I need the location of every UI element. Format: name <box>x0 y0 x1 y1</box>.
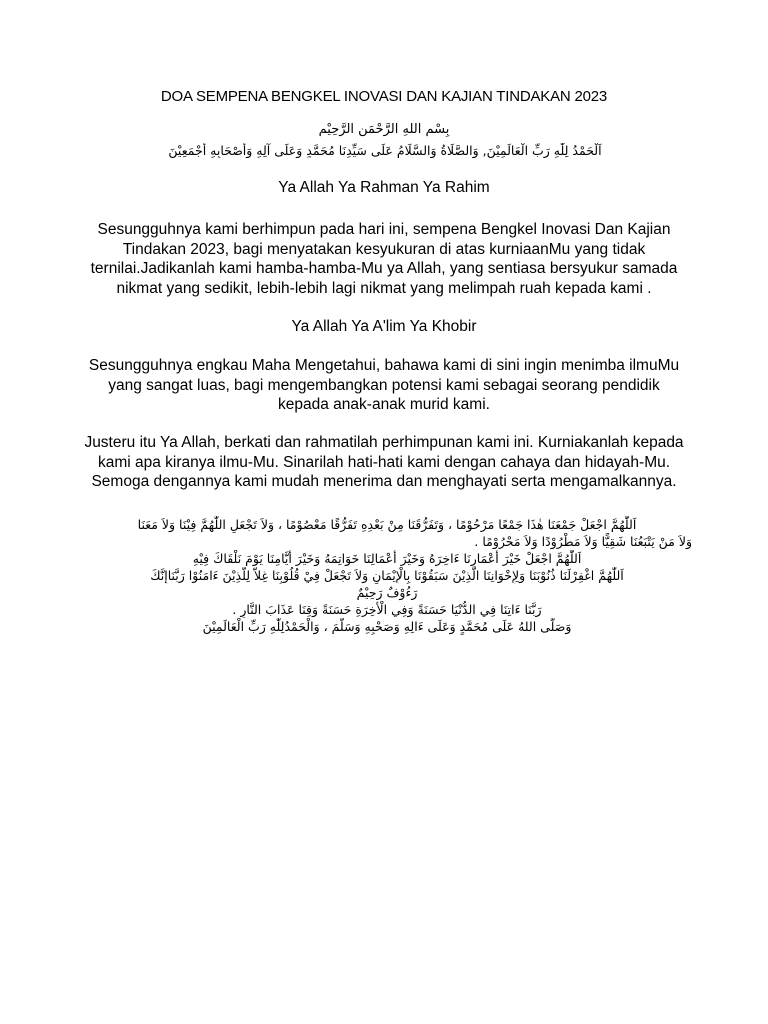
paragraph-gathering <box>84 220 684 298</box>
dua-line: اَللّٰهُمَّ اجْعَلْ جَمْعَنَا هٰذَا جَمْعًا مَرْحُوْمًا ، وَتَفَرُّقَنَا مِنْ بَعْدِهِ تَفَرُّقًا مَعْصُوْمًا ، وَلاَ تَجْعَلِ اللّٰهُمَّ فِيْنَا وَلاَ مَعَنَا <box>137 517 637 532</box>
arabic-dua-block <box>82 516 692 635</box>
event-name: Bengkel Inovasi Dan Kajian Tindakan 2023, <box>122 221 671 258</box>
heading-ya-rahman: Ya Allah Ya Rahman Ya Rahim <box>278 179 490 196</box>
hamdalah-text: اَلْحَمْدُ لِلّٰهِ رَبِّ الْعَالَمِيْنَ, وَالصَّلَاةُ وَالسَّلَامُ عَلَى سَيِّدِنَا مُحَمَّدٍ وَعَلَى آلِهِ وَأَصْحَابِهِ أَجْمَعِيْنَ <box>168 143 602 158</box>
document-title: DOA SEMPENA BENGKEL INOVASI DAN KAJIAN TINDAKAN 2023 <box>160 88 608 105</box>
dua-line: اَللّٰهُمَّ اغْفِرْلَنَا ذُنُوْبَنَا وَلِإِخْوَانِنَا الَّذِيْنَ سَبَقُوْنَا بِالْإِيْمَانِ وَلاَ تَجْعَلْ فِيْ قُلُوْبِنَا غِلاًّ لِلَّذِيْنَ ءَامَنُوْا رَبَّنَاإِنَّكَ <box>150 568 624 583</box>
paragraph-knowledge: Sesungguhnya engkau Maha Mengetahui, bahawa kami di sini ingin menimba ilmuMu yang sangat luas, bagi mengembangkan potensi kami sebagai seorang pendidik kepada anak-anak murid kami. <box>88 357 680 413</box>
dua-line: وَلاَ مَنْ يَتْبَعُنَا شَقِيًّا وَلاَ مَطْرُوْدًا وَلاَ مَحْرُوْمًا . <box>474 534 692 549</box>
paragraph-gathering-rest: bagi menyatakan kesyukuran di atas kurniaanMu yang tidak ternilai.Jadikanlah kami hamba-hamba-Mu ya Allah, yang sentiasa bersyukur samada nikmat yang sedikit, lebih-lebih lagi nikmat yang melimpah ruah kepada kami . <box>90 240 678 297</box>
dua-line: رَبَّنَا ءَاتِنَا فِي الدُّنْيَا حَسَنَةً وَفِي الْأٰخِرَةِ حَسَنَةً وَقِنَا عَذَابَ النَّارِ . <box>232 602 542 617</box>
paragraph-blessing: Justeru itu Ya Allah, berkati dan rahmatilah perhimpunan kami ini. Kurniakanlah kepada kami apa kiranya ilmu-Mu. Sinarilah hati-hati kami dengan cahaya dan hidayah-Mu. Semoga dengannya kami mudah menerima dan menghayati serta mengamalkannya. <box>84 434 684 490</box>
heading-ya-alim: Ya Allah Ya A'lim Ya Khobir <box>291 318 477 335</box>
bismillah-text: بِسْمِ اللهِ الرَّحْمَنِ الرَّحِيْمِ <box>318 122 450 137</box>
paragraph-gathering-intro: Sesungguhnya kami berhimpun pada hari ini, sempena <box>97 221 481 238</box>
dua-line: اَللّٰهُمَّ اجْعَلْ خَيْرَ أَعْمَارِنَا ءَاخِرَهُ وَخَيْرَ أَعْمَالِنَا خَوَاتِمَهُ وَخَيْرَ أَيَّامِنَا يَوْمَ نَلْقَاكَ فِيْهِ <box>192 551 582 566</box>
dua-line: رَءُوْفٌ رَحِيْمٌ <box>356 585 418 600</box>
dua-line: وَصَلَّى اللهُ عَلَى مُحَمَّدٍ وَعَلَى ءَالِهِ وَصَحْبِهِ وَسَلَّمَ ، وَالْحَمْدُلِلّٰهِ رَبِّ الْعَالَمِيْنَ <box>202 619 572 634</box>
